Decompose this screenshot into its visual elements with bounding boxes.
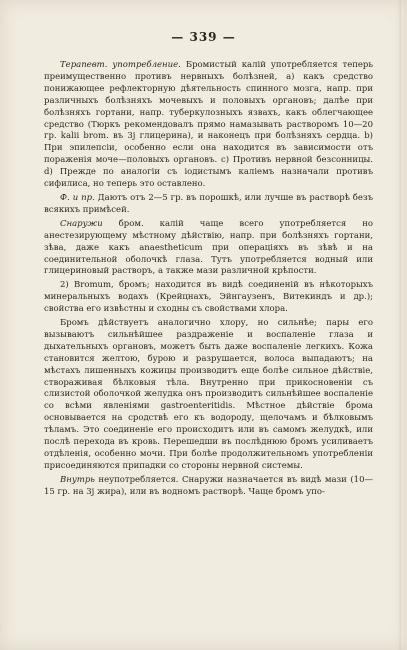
paragraph-text: Бромъ дѣйствуетъ аналогично хлору, но сильнѣе; пары его вызываютъ сильнѣйшее раздраженіе и воспаленіе глаза и дыхательныхъ органовъ, можетъ быть даже воспаленіе легкихъ. Кожа становится желтою, бурою и разрушается, волоса выпадаютъ; на мѣстахъ лишенныхъ кожицы производитъ еще болѣе сильное дѣйствіе, створаживая бѣлковыя тѣла. Внутренно при прикосновеніи съ слизистой оболочкой желудка онъ производитъ сильнѣйшее воспаленіе со всѣми явленіями gastroenteritidis. Мѣстное дѣйствіе брома основывается на сродствѣ его къ водороду, щелочамъ и бѣлковымъ тѣламъ. Это соединеніе его происходитъ или въ самомъ желудкѣ, или послѣ перехода въ кровь. Перешедши въ послѣднюю бромъ усиливаетъ отдѣленія, особенно мочи. При болѣе продолжительномъ употребленіи присоединяются припадки со стороны нервной системы. <box>44 318 373 471</box>
page-number: — 339 — <box>171 30 236 44</box>
paragraph-internal-use <box>44 475 373 499</box>
paragraph-forms-dosage <box>44 193 373 217</box>
paragraph-lead: Внутрь <box>60 474 95 485</box>
paragraph-lead: Снаружи <box>60 218 103 229</box>
paragraph-text: 2) Bromum, бромъ; находится въ видѣ соединеній въ нѣкоторыхъ минеральныхъ водахъ (Крейцнахъ, Эйнгаузенъ, Витекиндъ и др.); свойства его извѣстны и сходны съ свойствами хлора. <box>44 280 373 315</box>
paragraph-text: неупотребляется. Снаружи назначается въ видѣ мази (10—15 гр. на 3j жира), или въ водномъ растворѣ. Чаще бромъ упо- <box>44 474 373 497</box>
paragraph-external-use <box>44 219 373 279</box>
paragraph-therapeutic-use <box>44 60 373 191</box>
paragraph-text: Бромистый калій употребляется теперь преимущественно противъ нервныхъ болѣзней, а) какъ средство понижающее рефлекторную дѣятельность спинного мозга, напр. при различныхъ болѣзняхъ мочевыхъ и половыхъ органовъ; далѣе при болѣзняхъ гортани, напр. туберкулозныхъ язвахъ, какъ облегчающее средство (Тюркъ рекомендовалъ прямо намазывать растворомъ 10—20 гр. kalii brom. въ 3j глицерина), и наконецъ при болѣзняхъ сердца. b) При эпилепсіи, особенно если она находится въ зависимости отъ пораженія моче—половыхъ органовъ. c) Противъ нервной безсонницы. d) Прежде по аналогіи съ іодистымъ каліемъ назначали противъ сифилиса, но теперь это оставлено. <box>44 60 373 190</box>
paragraph-bromum <box>44 280 373 316</box>
paragraph-lead: Ф. и пр. <box>60 192 95 203</box>
paragraph-text: бром. калій чаще всего употребляется но анестезирующему мѣстному дѣйствію, напр. при болѣзняхъ гортани, зѣва, даже какъ anaesthеticum при операціяхъ въ зѣвѣ и на соединительной оболочкѣ глаза. Тутъ употребляется водный или глицериновый растворъ, а также мази различной крѣпости. <box>44 218 373 277</box>
paragraph-text: Даютъ отъ 2—5 гр. въ порошкѣ, или лучше въ растворѣ безъ всякихъ примѣсей. <box>44 192 373 215</box>
paragraph-lead: Терапевт. употребление. <box>60 60 181 70</box>
page-body-text <box>44 60 373 632</box>
page-edge-shadow <box>398 0 401 650</box>
paragraph-bromine-action <box>44 318 373 473</box>
